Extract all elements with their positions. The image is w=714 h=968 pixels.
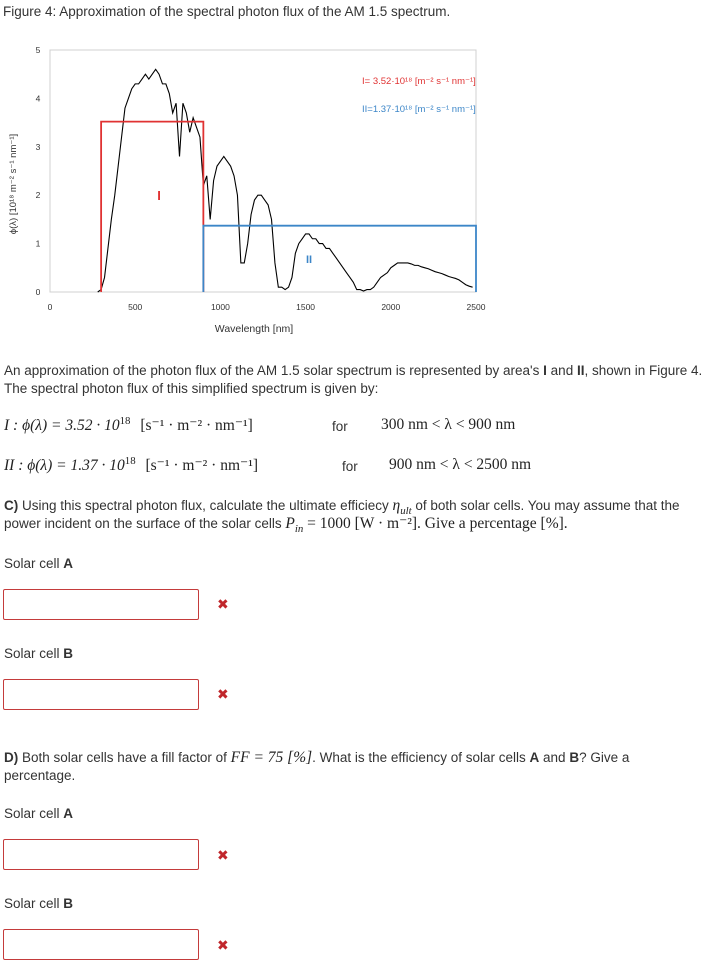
- eq1-range: 300 nm < λ < 900 nm: [381, 416, 516, 433]
- eq1-exponent: 18: [119, 414, 131, 427]
- x-tick-label: 1500: [296, 302, 316, 312]
- fill-factor-value: FF = 75 [%]: [230, 749, 313, 766]
- answer-label-prefix: Solar cell: [4, 556, 60, 571]
- y-axis-label: ϕ(λ) [10¹⁸ m⁻² s⁻¹ nm⁻¹]: [8, 133, 19, 235]
- answer-input-d-b[interactable]: [3, 929, 199, 960]
- answer-input-c-a[interactable]: [3, 589, 199, 620]
- answer-label-c-b: [4, 646, 73, 661]
- equation-II: [4, 456, 258, 475]
- pin-symbol: P: [285, 515, 295, 532]
- question-d-cell-b: B: [569, 750, 580, 765]
- y-tick-label: 0: [35, 287, 41, 297]
- eq1-for: for: [332, 419, 348, 434]
- answer-label-d-b: [4, 896, 73, 911]
- question-d-label: D): [4, 750, 19, 765]
- question-d-text: Both solar cells have a fill factor of: [22, 750, 227, 765]
- eq2-range: 900 nm < λ < 2500 nm: [389, 456, 532, 473]
- eq2-exponent: 18: [124, 454, 136, 467]
- x-tick-label: 500: [128, 302, 143, 312]
- answer-label-letter: A: [63, 806, 74, 821]
- cross-icon: ✖: [217, 848, 229, 864]
- x-tick-label: 1000: [210, 302, 230, 312]
- answer-input-d-a[interactable]: [3, 839, 199, 870]
- annotation-label-II: II: [305, 253, 313, 266]
- y-tick-label: 2: [35, 190, 41, 201]
- question-d-and: and: [543, 750, 566, 765]
- question-d-cell-a: A: [529, 750, 540, 765]
- annotation-area-I-value: I= 3.52·10¹⁸ [m⁻² s⁻¹ nm⁻¹]: [362, 76, 476, 87]
- answer-label-c-a: [4, 556, 73, 571]
- annotation-area-II-value: II=1.37·10¹⁸ [m⁻² s⁻¹ nm⁻¹]: [362, 104, 476, 115]
- y-tick-label: 1: [35, 238, 41, 249]
- x-axis-label: Wavelength [nm]: [214, 323, 294, 335]
- intro-paragraph: [4, 362, 704, 398]
- answer-label-prefix: Solar cell: [4, 646, 60, 661]
- x-tick-label: 2500: [466, 302, 486, 312]
- eq1-lhs: I : ϕ(λ) = 3.52 · 10: [4, 417, 120, 434]
- question-c-label: C): [4, 498, 19, 513]
- question-c-text-2: of both solar cells. You may assume that the power incident on the surface of the solar cells: [4, 498, 680, 531]
- question-c-text: Using this spectral photon flux, calculate the ultimate efficiecy: [22, 498, 389, 513]
- question-d: [4, 749, 704, 785]
- answer-input-c-b[interactable]: [3, 679, 199, 710]
- question-c: [4, 497, 704, 536]
- eq1-units: [s⁻¹ · m⁻² · nm⁻¹]: [140, 417, 253, 434]
- question-d-text-3: ? Give a percentage.: [4, 750, 630, 783]
- intro-and: and: [550, 363, 574, 378]
- answer-label-prefix: Solar cell: [4, 896, 60, 911]
- answer-label-prefix: Solar cell: [4, 806, 60, 821]
- intro-text: An approximation of the photon flux of the AM 1.5 solar spectrum is represented by area's: [4, 363, 540, 378]
- answer-label-letter: B: [63, 896, 74, 911]
- pin-subscript: in: [294, 523, 304, 536]
- spectrum-chart: [0, 36, 714, 346]
- figure-caption: Figure 4: Approximation of the spectral photon flux of the AM 1.5 spectrum.: [3, 4, 451, 19]
- cross-icon: ✖: [217, 938, 229, 954]
- answer-label-letter: B: [63, 646, 74, 661]
- cross-icon: ✖: [217, 597, 229, 613]
- equation-I: [4, 416, 253, 435]
- intro-text-2: , shown in Figure 4. The spectral photon flux of this simplified spectrum is given by:: [4, 363, 703, 396]
- intro-area-I: I: [543, 363, 547, 378]
- eq2-for: for: [342, 459, 358, 474]
- x-tick-label: 2000: [381, 302, 401, 312]
- annotation-label-I: I: [157, 188, 161, 204]
- cross-icon: ✖: [217, 687, 229, 703]
- x-tick-label: 0: [47, 302, 53, 312]
- question-d-text-2: . What is the efficiency of solar cells: [312, 750, 526, 765]
- eq2-lhs: II : ϕ(λ) = 1.37 · 10: [4, 457, 125, 474]
- eta-symbol: η: [392, 497, 401, 514]
- intro-area-II: II: [576, 363, 585, 378]
- question-c-text-3: = 1000 [W · m⁻²]. Give a percentage [%].: [307, 515, 568, 532]
- answer-label-d-a: [4, 806, 73, 821]
- y-tick-label: 3: [35, 141, 41, 152]
- answer-label-letter: A: [63, 556, 74, 571]
- y-tick-label: 5: [35, 45, 41, 55]
- eq2-units: [s⁻¹ · m⁻² · nm⁻¹]: [145, 457, 259, 474]
- eta-subscript: ult: [400, 505, 412, 518]
- y-tick-label: 4: [35, 93, 41, 104]
